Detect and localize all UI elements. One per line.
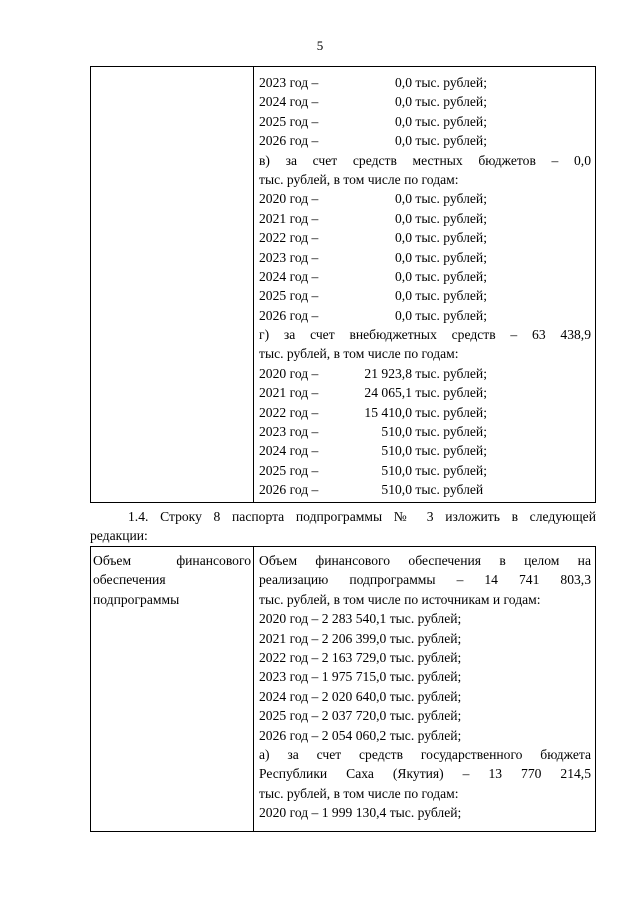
label-line-1: Объем финансового (93, 553, 251, 568)
year-label: 2024 год – (259, 94, 319, 110)
year-amount: 510,0 тыс. рублей; (381, 424, 487, 440)
local-budget-year-list (259, 189, 591, 325)
year-line (259, 422, 591, 441)
year-label: 2024 год – (259, 443, 319, 459)
year-amount: 0,0 тыс. рублей; (395, 230, 487, 246)
page-number: 5 (316, 38, 324, 53)
intro-line-3: тыс. рублей, в том числе по источникам и годам: (259, 591, 541, 607)
year-line (259, 364, 591, 383)
local-budget-subheading: тыс. рублей, в том числе по годам: (259, 171, 459, 187)
year-label: 2020 год – (259, 365, 319, 381)
state-budget-line-2: Республики Саха (Якутия) – 13 770 214,5 (259, 766, 591, 782)
year-line (259, 112, 591, 131)
year-amount: 0,0 тыс. рублей; (395, 75, 487, 90)
label-line-3: подпрограммы (93, 591, 180, 607)
year-amount: 0,0 тыс. рублей; (395, 249, 487, 265)
year-amount: 15 410,0 тыс. рублей; (364, 404, 487, 420)
year-line (259, 131, 591, 150)
year-line: 2024 год – 2 020 640,0 тыс. рублей; (259, 688, 462, 704)
local-budget-heading: в) за счет средств местных бюджетов – 0,0 (259, 152, 591, 168)
year-label: 2021 год – (259, 385, 319, 401)
year-line (259, 92, 591, 111)
year-amount: 510,0 тыс. рублей; (381, 443, 487, 459)
total-year-list (259, 609, 591, 745)
paragraph-line-2: редакции: (90, 528, 148, 544)
year-label: 2025 год – (259, 462, 319, 478)
year-line: 2021 год – 2 206 399,0 тыс. рублей; (259, 630, 462, 646)
year-amount: 0,0 тыс. рублей; (395, 307, 487, 323)
value-cell (254, 547, 596, 832)
table-row (91, 547, 596, 832)
year-line (259, 383, 591, 402)
financing-table-continued (90, 66, 596, 503)
year-line (259, 248, 591, 267)
label-cell-empty (91, 67, 254, 503)
year-amount: 0,0 тыс. рублей; (395, 113, 487, 129)
year-label: 2024 год – (259, 268, 319, 284)
year-amount: 24 065,1 тыс. рублей; (364, 385, 487, 401)
year-line (259, 73, 591, 92)
year-amount: 510,0 тыс. рублей (381, 482, 484, 498)
table-row (91, 67, 596, 503)
year-label: 2023 год – (259, 424, 319, 440)
year-line: 2023 год – 1 975 715,0 тыс. рублей; (259, 669, 462, 685)
state-budget-year-2020: 2020 год – 1 999 130,4 тыс. рублей; (259, 805, 462, 821)
year-line (259, 189, 591, 208)
year-line (259, 480, 591, 499)
year-amount: 0,0 тыс. рублей; (395, 210, 487, 226)
year-label: 2022 год – (259, 230, 319, 246)
year-amount: 21 923,8 тыс. рублей; (364, 365, 487, 381)
extra-budget-year-list (259, 364, 591, 500)
year-line: 2025 год – 2 037 720,0 тыс. рублей; (259, 708, 462, 724)
label-line-2: обеспечения (93, 572, 166, 588)
label-cell (91, 547, 254, 832)
year-amount: 0,0 тыс. рублей; (395, 133, 487, 149)
year-line (259, 441, 591, 460)
state-budget-line-1: а) за счет средств государственного бюджета (259, 746, 591, 762)
year-label: 2022 год – (259, 404, 319, 420)
year-line: 2020 год – 2 283 540,1 тыс. рублей; (259, 611, 462, 627)
year-label: 2025 год – (259, 113, 319, 129)
value-cell (254, 67, 596, 503)
state-budget-line-3: тыс. рублей, в том числе по годам: (259, 785, 459, 801)
year-label: 2023 год – (259, 249, 319, 265)
year-amount: 510,0 тыс. рублей; (381, 462, 487, 478)
year-label: 2026 год – (259, 133, 319, 149)
intro-line-1: Объем финансового обеспечения в целом на (259, 553, 591, 568)
year-amount: 0,0 тыс. рублей; (395, 268, 487, 284)
year-line (259, 461, 591, 480)
year-amount: 0,0 тыс. рублей; (395, 288, 487, 304)
year-label: 2026 год – (259, 482, 319, 498)
year-line: 2022 год – 2 163 729,0 тыс. рублей; (259, 649, 462, 665)
year-line (259, 228, 591, 247)
year-amount: 0,0 тыс. рублей; (395, 191, 487, 207)
year-line (259, 306, 591, 325)
federal-year-list (259, 73, 591, 151)
extra-budget-heading: г) за счет внебюджетных средств – 63 438,9 (259, 327, 591, 343)
intro-line-2: реализацию подпрограммы – 14 741 803,3 (259, 572, 591, 588)
year-line (259, 286, 591, 305)
year-line: 2026 год – 2 054 060,2 тыс. рублей; (259, 727, 462, 743)
year-label: 2021 год – (259, 210, 319, 226)
year-line (259, 209, 591, 228)
year-label: 2025 год – (259, 288, 319, 304)
subprogram-financing-table (90, 546, 596, 832)
extra-budget-subheading: тыс. рублей, в том числе по годам: (259, 346, 459, 362)
year-label: 2023 год – (259, 75, 319, 90)
paragraph-line-1: 1.4. Строку 8 паспорта подпрограммы № 3 изложить в следующей (128, 509, 596, 524)
year-label: 2020 год – (259, 191, 319, 207)
amendment-paragraph (90, 507, 596, 546)
year-line (259, 267, 591, 286)
year-line (259, 403, 591, 422)
year-amount: 0,0 тыс. рублей; (395, 94, 487, 110)
year-label: 2026 год – (259, 307, 319, 323)
